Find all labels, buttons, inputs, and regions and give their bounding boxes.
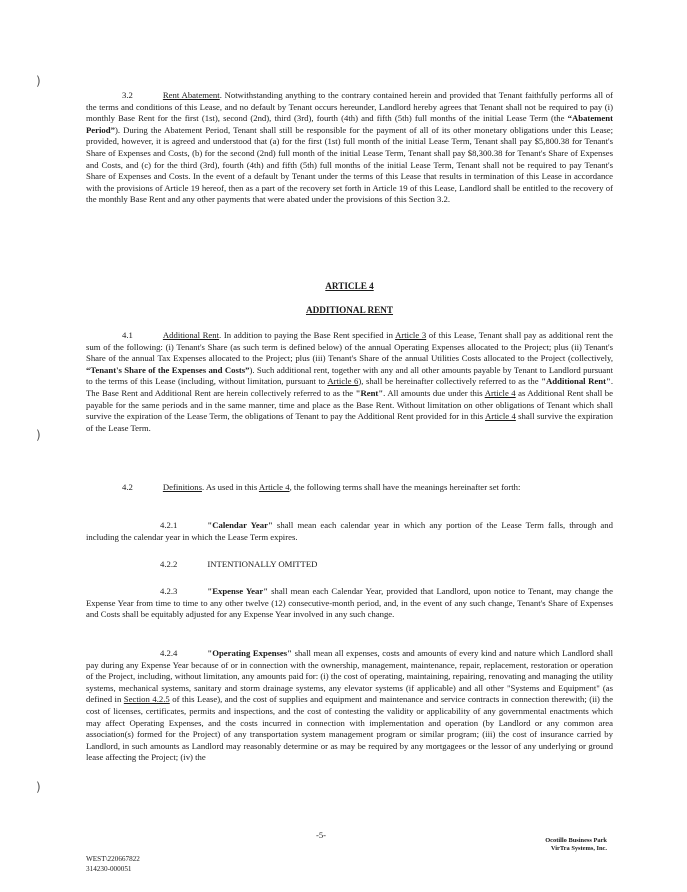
- section-3-2-paragraph: [86, 90, 613, 206]
- section-3-2: [86, 90, 613, 206]
- section-4-1-paragraph: [86, 330, 613, 434]
- section-text: . Notwithstanding anything to the contrary contained herein and provided that Tenant faithfully performs all of the terms and conditions of this Lease, and no default by Tenant occurs hereunder, Landlord hereby agrees that Tenant shall not be required to pay (i) monthly Base Rent for the first (1st), second (2nd), third (3rd), fourth (4th) and fifth (5th) full months of the initial Lease Term (the: [86, 90, 613, 124]
- section-4-1: [86, 330, 613, 434]
- cross-reference: Article 4: [484, 387, 516, 398]
- cross-reference: Article 3: [395, 330, 427, 340]
- page-number: -5-: [316, 830, 327, 840]
- section-number: 4.2.3: [160, 586, 178, 596]
- margin-mark-top: ): [36, 74, 41, 88]
- section-4-2-1: [86, 520, 613, 543]
- section-text: . In addition to paying the Base Rent specified in: [219, 330, 396, 340]
- section-text: INTENTIONALLY OMITTED: [207, 559, 318, 569]
- section-text: of this Lease, Tenant shall pay as additional rent the sum of the following: (i) Tenant's Share (as such term is defined below) of the annual Operating Expenses allocated to the Project; plus (ii) Tenant's Share of the annual Tax Expenses allocated to the Project; plus (iii) Tenant's Share of the annual Utilities Costs allocated to the Project (collectively,: [86, 330, 613, 364]
- section-text: ). During the Abatement Period, Tenant shall still be responsible for the payment of all of its other monetary obligations under this Lease; provided, however, it is agreed and understood that (a) for the first (1st) full month of the initial Lease Term, Tenant shall pay $5,800.38 for Tenant's Share of Expenses and Costs, (b) for the second (2nd) full month of the initial Lease Term, Tenant shall pay $8,300.38 for Tenant's Share of Expenses and Costs, and (c) for the third (3rd), fourth (4th) and fifth (5th) full months of the initial Lease Term, Tenant shall not be required to pay Tenant's Share of Expenses and Costs. In the event of a default by Tenant under the terms of this Lease that results in termination of this Lease in accordance with the provisions of Article 19 hereof, then as a part of the recovery set forth in Article 19 of this Lease, Landlord shall be entitled to the recovery of the monthly Base Rent and any other payments that were abated under the provisions of this Section 3.2.: [86, 124, 613, 205]
- section-text: of this Lease), and the cost of supplies and equipment and maintenance and service contracts in connection therewith; (ii) the cost of licenses, certificates, permits and inspections, and the cost of contesting the validity or applicability of any governmental enactments which may affect Operating Expenses, and the costs incurred in connection with implementation and operation (by Landlord or any common area association(s) formed for the Project) of any transportation system management program or similar program; (iii) the cost of insurance carried by Landlord, in such amounts as Landlord may reasonably determine or as may be required by any mortgagees or the lessor of any underlying or ground lease affecting the Project; (iv) the: [86, 694, 614, 763]
- footer-document-id: [86, 855, 140, 874]
- section-4-2-4: [86, 648, 613, 764]
- section-number: 4.2.2: [160, 559, 178, 569]
- section-text: ). Such additional rent, together with any and all other amounts payable by Tenant to Landlord pursuant to the terms of this Lease (including, without limitation, pursuant to: [86, 364, 613, 387]
- section-text: shall survive the expiration of the Lease Term.: [86, 411, 613, 433]
- defined-term: "Expense Year": [207, 586, 269, 596]
- section-4-2-3-paragraph: [86, 586, 613, 621]
- defined-term: "Calendar Year": [207, 520, 273, 530]
- section-4-2: [86, 482, 613, 494]
- margin-mark-bottom: ): [36, 780, 41, 794]
- section-text: . The Base Rent and Additional Rent are herein collectively referred to as the: [86, 376, 613, 398]
- section-text: , the following terms shall have the meanings hereinafter set forth:: [289, 482, 521, 492]
- margin-mark-middle: ): [36, 428, 41, 442]
- section-4-2-2: [86, 559, 613, 571]
- cross-reference: Article 6: [327, 376, 359, 387]
- footer-tenant-name: VirTra Systems, Inc.: [550, 845, 607, 853]
- section-title: Definitions: [162, 482, 202, 492]
- section-title: Additional Rent: [162, 330, 220, 340]
- section-text: ), shall be hereinafter collectively referred to as the: [358, 376, 542, 387]
- section-number: 4.2: [122, 482, 133, 492]
- defined-term: “Tenant's Share of the Expenses and Costs”: [86, 364, 250, 375]
- footer-project-name: Ocotillo Business Park: [545, 837, 607, 844]
- section-number: 4.2.4: [160, 648, 178, 658]
- section-text: shall mean each calendar year in which any portion of the Lease Term falls, through and including the calendar year in which the Lease Term expires.: [86, 520, 613, 542]
- footer-matter-number: 314230-000051: [86, 864, 132, 873]
- section-title: Rent Abatement: [162, 90, 220, 100]
- footer-project: [545, 837, 607, 854]
- footer-doc-number: WEST\220667822: [86, 855, 140, 863]
- defined-term: “Abatement Period”: [86, 113, 613, 135]
- article-label: ARTICLE 4: [325, 281, 374, 291]
- defined-term: "Additional Rent": [541, 376, 611, 387]
- section-text: as Additional Rent shall be payable for the same periods and in the same manner, time and place as the Base Rent. Without limitation on other obligations of Tenant which shall survive the expiration of the Lease Term, the obligations of Tenant to pay the Additional Rent provided for in this: [86, 387, 613, 422]
- section-4-2-4-paragraph: [86, 648, 613, 764]
- section-4-2-paragraph: [86, 482, 613, 494]
- section-4-2-1-paragraph: [86, 520, 613, 543]
- section-text: . As used in this: [201, 482, 259, 492]
- section-number: 3.2: [122, 90, 133, 100]
- section-4-2-2-paragraph: [86, 559, 613, 571]
- section-text: shall mean all expenses, costs and amounts of every kind and nature which Landlord shall pay during any Expense Year because of or in connection with the ownership, management, maintenance, repair, replacement, restoration or operation of the Project, including, without limitation, any amounts paid for: (i) the cost of operating, maintaining, repairing, renovating and managing the utility systems, mechanical systems, sanitary and storm drainage systems, any elevator systems (if applicable) and all other "Systems and Equipment" (as defined in: [86, 648, 613, 705]
- section-text: . All amounts due under this: [383, 387, 485, 398]
- cross-reference: Section 4.2.5: [123, 694, 170, 705]
- defined-term: "Operating Expenses": [207, 648, 292, 658]
- section-text: shall mean each Calendar Year, provided that Landlord, upon notice to Tenant, may change the Expense Year from time to time to any other twelve (12) consecutive-month period, and, in the event of any such change, Tenant's Share of Expenses and Costs shall be equitably adjusted for any Expense Year involved in any such change.: [86, 586, 613, 620]
- cross-reference: Article 4: [485, 411, 516, 422]
- section-number: 4.1: [122, 330, 133, 340]
- cross-reference: Article 4: [258, 482, 290, 492]
- section-4-2-3: [86, 586, 613, 621]
- defined-term: "Rent": [355, 387, 384, 398]
- article-title: ADDITIONAL RENT: [305, 305, 394, 315]
- section-number: 4.2.1: [160, 520, 178, 530]
